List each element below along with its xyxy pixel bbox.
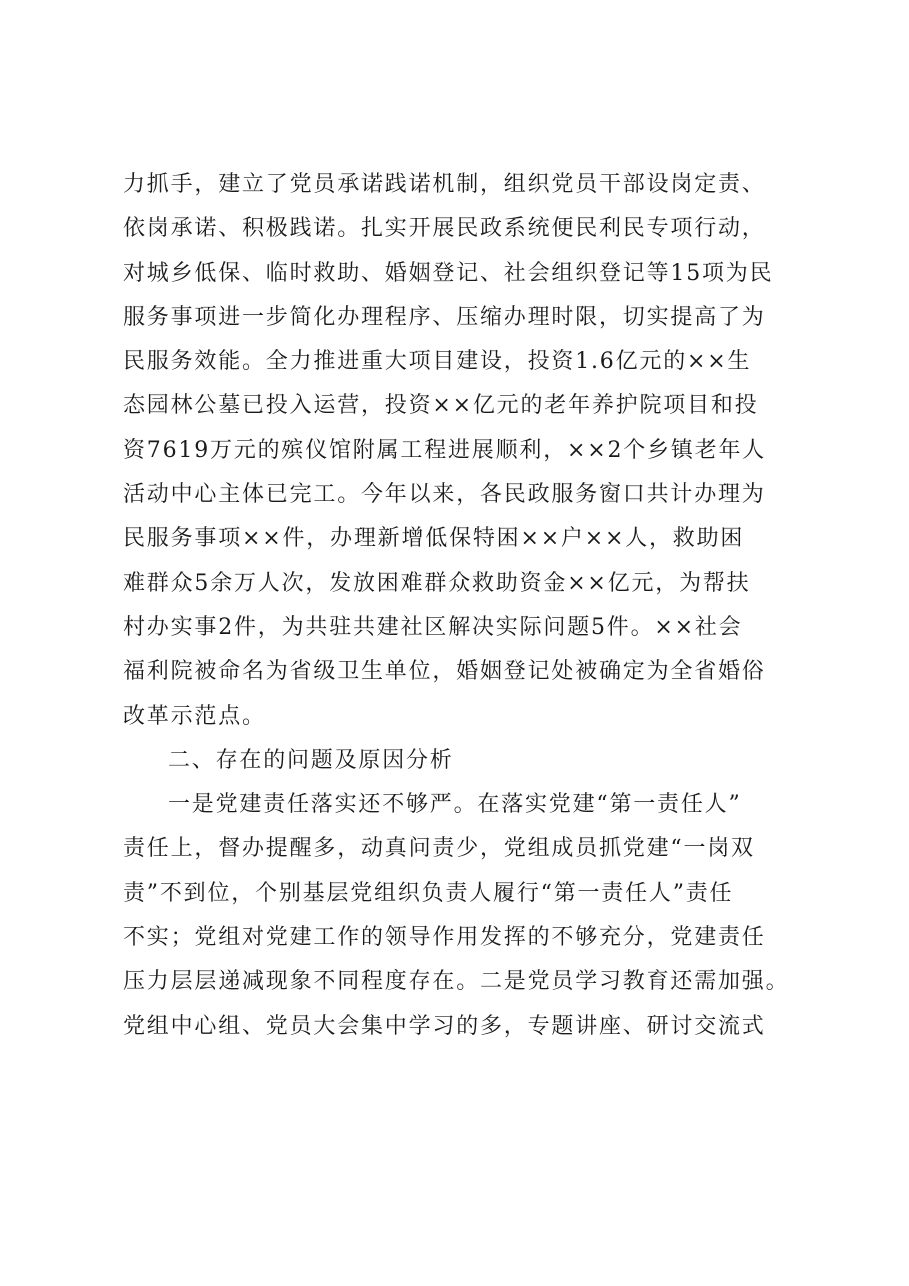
text-line: 一是党建责任落实还不够严。在落实党建“第一责任人” bbox=[168, 792, 742, 818]
section-heading: 二、存在的问题及原因分析 bbox=[168, 747, 454, 773]
text-line: 对城乡低保、临时救助、婚姻登记、社会组织登记等15项为民 bbox=[123, 260, 774, 286]
body-text bbox=[123, 163, 803, 1049]
text-line: 民服务效能。全力推进重大项目建设，投资1.6亿元的××生 bbox=[123, 349, 752, 375]
text-line: 村办实事2件，为共驻共建社区解决实际问题5件。××社会 bbox=[123, 614, 743, 640]
text-line: 压力层层递减现象不同程度存在。二是党员学习教育还需加强。 bbox=[123, 969, 790, 995]
text-line: 资7619万元的殡仪馆附属工程进展顺利，××2个乡镇老年人 bbox=[123, 437, 767, 463]
text-line: 态园林公墓已投入运营，投资××亿元的老年养护院项目和投 bbox=[123, 393, 759, 419]
text-line: 福利院被命名为省级卫生单位，婚姻登记处被确定为全省婚俗 bbox=[123, 659, 766, 685]
text-line: 改革示范点。 bbox=[123, 703, 266, 729]
text-line: 责任上，督办提醒多，动真问责少，党组成员抓党建“一岗双 bbox=[123, 836, 755, 862]
text-line: 党组中心组、党员大会集中学习的多，专题讲座、研讨交流式 bbox=[123, 1013, 766, 1039]
text-line: 民服务事项××件，办理新增低保特困××户××人，救助困 bbox=[123, 526, 745, 552]
text-line: 服务事项进一步简化办理程序、压缩办理时限，切实提高了为 bbox=[123, 304, 766, 330]
text-line: 力抓手，建立了党员承诺践诺机制，组织党员干部设岗定责、 bbox=[123, 172, 766, 197]
text-line: 活动中心主体已完工。今年以来，各民政服务窗口共计办理为 bbox=[123, 482, 766, 508]
text-line: 难群众5余万人次，发放困难群众救助资金××亿元，为帮扶 bbox=[123, 570, 751, 596]
text-line: 依岗承诺、积极践诺。扎实开展民政系统便民利民专项行动， bbox=[123, 216, 766, 242]
text-line: 不实；党组对党建工作的领导作用发挥的不够充分，党建责任 bbox=[123, 925, 766, 951]
text-line: 责”不到位，个别基层党组织负责人履行“第一责任人”责任 bbox=[123, 880, 734, 906]
